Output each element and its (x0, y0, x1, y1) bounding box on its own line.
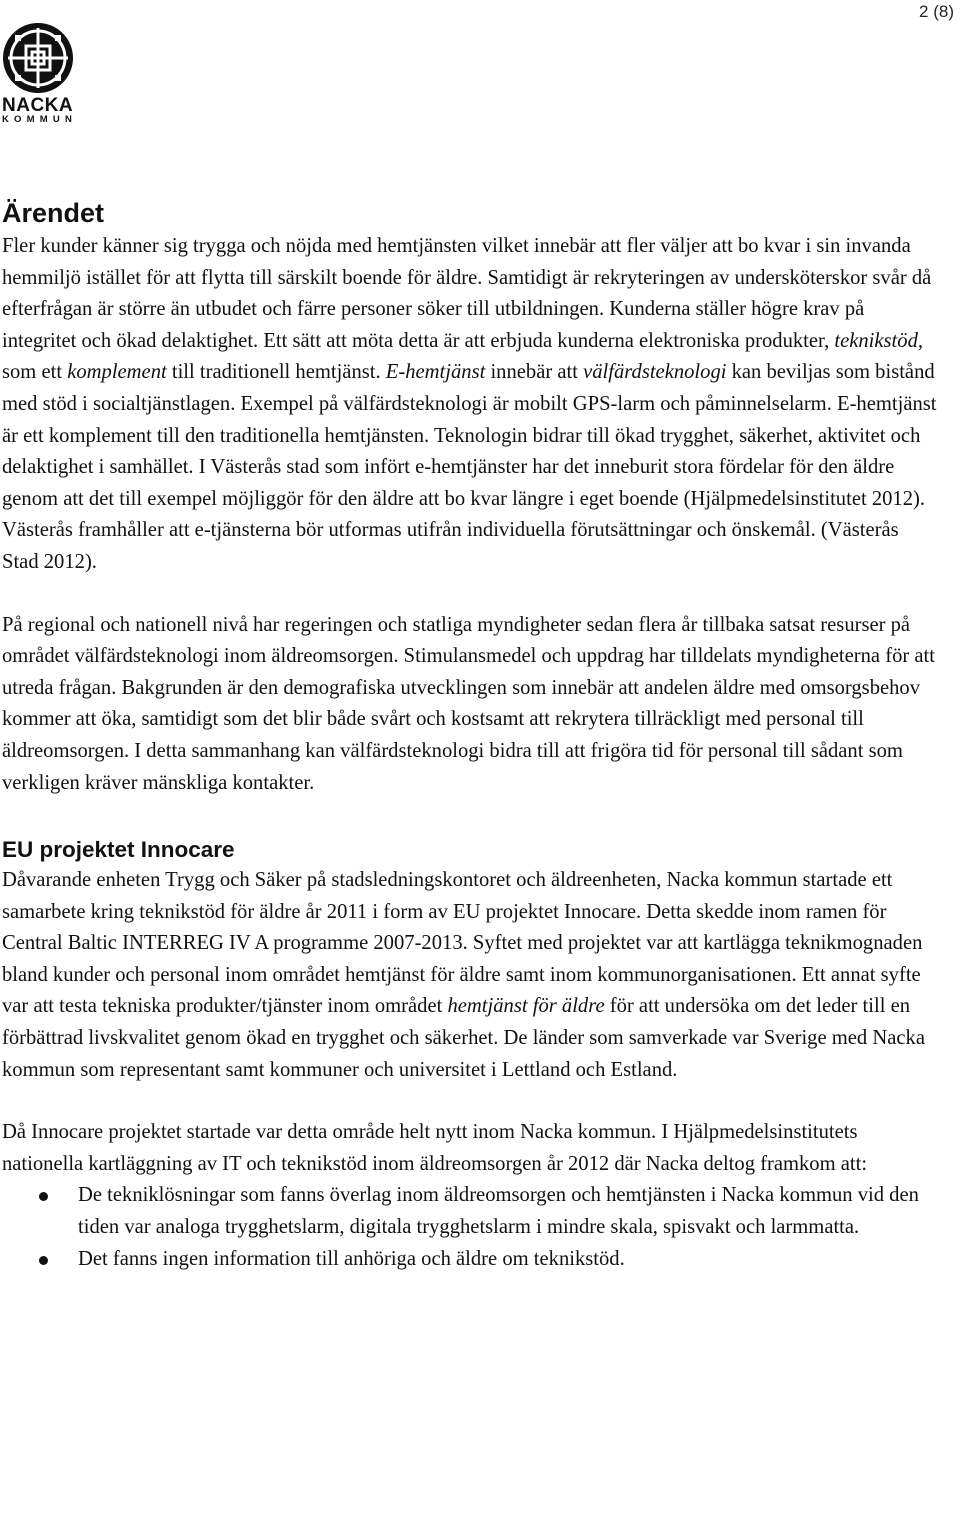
nacka-emblem-icon (2, 22, 74, 94)
emphasis-hemtjanst-for-aldre: hemtjänst för äldre (447, 995, 605, 1018)
text-run: till traditionell hemtjänst. (166, 361, 386, 384)
paragraph-arendet-2: På regional och nationell nivå har regeringen och statliga myndigheter sedan flera år tillbaka satsat resurser på området välfärdsteknologi inom äldreomsorgen. Stimulansmedel och uppdrag har tilldelats myndigheterna för att utreda frågan. Bakgrunden är den demografiska utvecklingen som innebär att andelen äldre med omsorgsbehov kommer att öka, samtidigt som det blir både svårt och kostsamt att rekrytera tillräckligt med personal till äldreomsorgen. I detta sammanhang kan välfärdsteknologi bidra till att frigöra tid för personal till sådant som verkligen kräver mänskliga kontakter. (2, 613, 935, 794)
paragraph-arendet-1 (2, 231, 937, 579)
text-run: innebär att (485, 361, 584, 384)
document-body (2, 195, 937, 1275)
text-run: Dåvarande enheten Trygg och Säker på stadsledningskontoret och äldreenheten, Nacka kommun startade ett samarbete kring teknikstöd för äldre år 2011 i form av EU projektet Innocare. Detta skedde inom ramen för Central Baltic INTERREG IV A programme 2007-2013. Syftet med projektet var att kartlägga teknikmognaden bland kunder och personal inom området hemtjänst för äldre samt inom kommunorganisationen. Ett annat syfte var att testa tekniska produkter/tjänster inom området (2, 869, 923, 1018)
emphasis-valfardsteknologi: välfärdsteknologi (583, 361, 727, 384)
emphasis-komplement: komplement (67, 361, 167, 384)
paragraph-innocare-2: Då Innocare projektet startade var detta område helt nytt inom Nacka kommun. I Hjälpmedelsinstitutets nationella kartläggning av IT och teknikstöd inom äldreomsorgen år 2012 där Nacka deltog framkom att: (2, 1121, 868, 1175)
page-number: 2 (8) (919, 2, 954, 21)
section-heading-arendet: Ärendet (2, 198, 105, 228)
text-run: för att undersöka om det leder till en förbättrad livskvalitet genom ökad en trygghet och säkerhet. De länder som samverkade var Sverige med Nacka kommun som representant samt kommuner och universitet i Lettland och Estland. (2, 995, 925, 1081)
text-run: som ett (2, 361, 68, 384)
logo-subtitle: KOMMUN (2, 114, 77, 125)
list-item: De tekniklösningar som fanns överlag inom äldreomsorgen och hemtjänsten i Nacka kommun vid den tiden var analoga trygghetslarm, digitala trygghetslarm i mindre skala, spisvakt och larmmatta. (78, 1180, 937, 1243)
list-item: Det fanns ingen information till anhöriga och äldre om teknikstöd. (78, 1244, 937, 1276)
emphasis-e-hemtjanst: E-hemtjänst (385, 361, 486, 384)
paragraph-innocare-1 (2, 865, 937, 1086)
emphasis-teknikstod: teknikstöd, (834, 329, 924, 352)
logo-name: NACKA (2, 95, 74, 116)
findings-list (2, 1180, 937, 1275)
nacka-kommun-logo (2, 22, 78, 125)
text-run: kan beviljas som bistånd med stöd i socialtjänstlagen. Exempel på välfärdsteknologi är mobilt GPS-larm och påminnelselarm. E-hemtjänst är ett komplement till den traditionella hemtjänsten. Teknologin bidrar till ökad trygghet, säkerhet, aktivitet och delaktighet i samhället. I Västerås stad som infört e-hemtjänster har det inneburit stora fördelar för den äldre genom att det till exempel möjliggör för den äldre att bo kvar längre i eget boende (Hjälpmedelsinstitutet 2012). Västerås framhåller att e-tjänsterna bör utformas utifrån individuella förutsättningar och önskemål. (Västerås Stad 2012). (2, 361, 937, 573)
text-run: Fler kunder känner sig trygga och nöjda med hemtjänsten vilket innebär att fler väljer att bo kvar i sin invanda hemmiljö istället för att flytta till särskilt boende för äldre. Samtidigt är rekryteringen av undersköterskor svår då efterfrågan är större än utbudet och färre personer söker till utbildningen. Kunderna ställer högre krav på integritet och ökad delaktighet. Ett sätt att möta detta är att erbjuda kunderna elektroniska produkter, (2, 235, 932, 352)
section-heading-innocare: EU projektet Innocare (2, 837, 235, 863)
